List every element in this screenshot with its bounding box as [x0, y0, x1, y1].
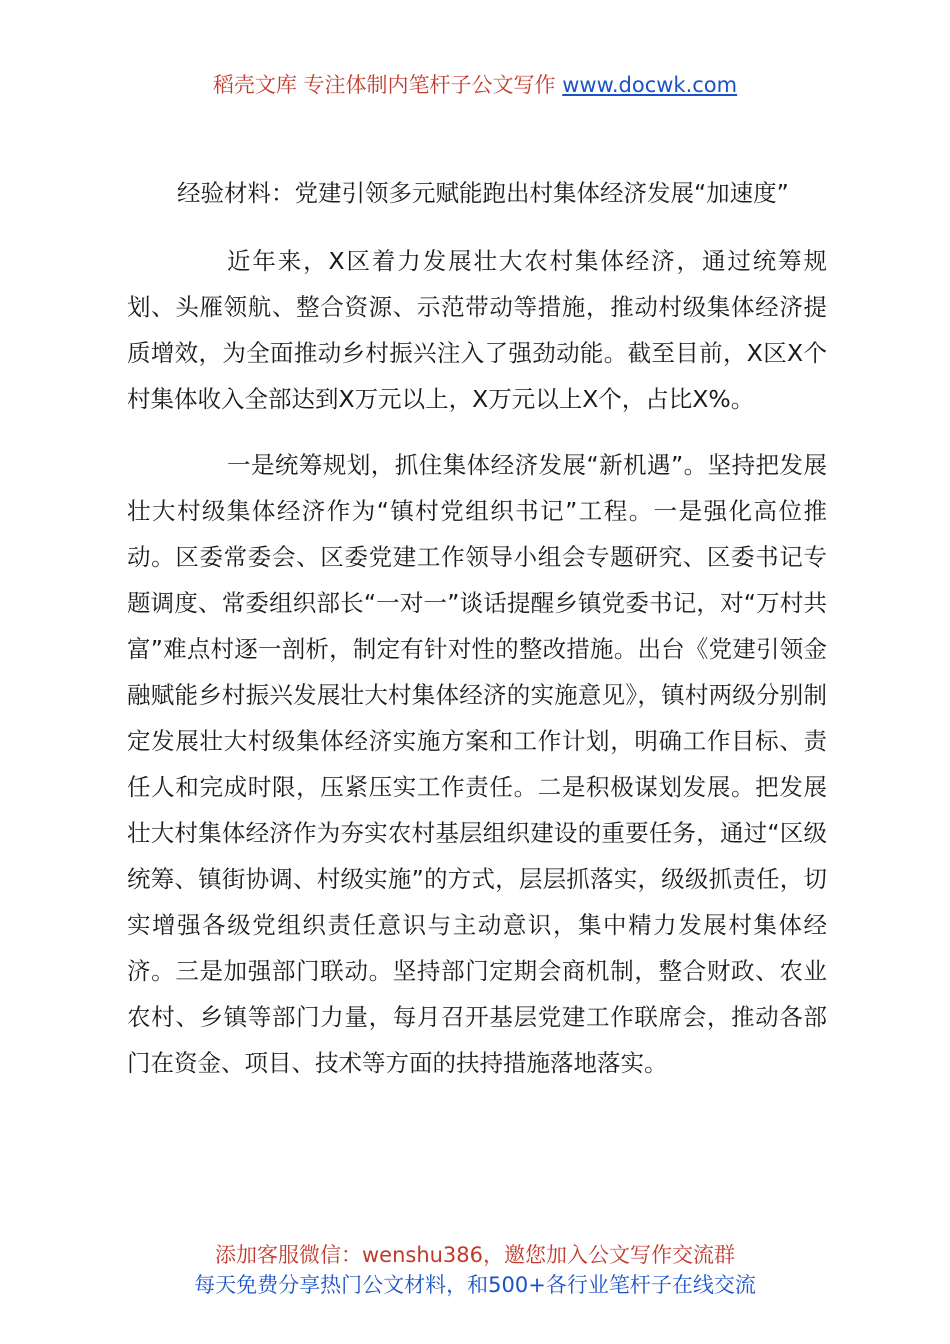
document-body: [127, 170, 827, 1086]
paragraph-planning: 一是统筹规划，抓住集体经济发展“新机遇”。坚持把发展壮大村级集体经济作为“镇村党组织书记”工程。一是强化高位推动。区委常委会、区委党建工作领导小组会专题研究、区委书记专题调度、常委组织部长“一对一”谈话提醒乡镇党委书记，对“万村共富”难点村逐一剖析，制定有针对性的整改措施。出台《党建引领金融赋能乡村振兴发展壮大村集体经济的实施意见》，镇村两级分别制定发展壮大村级集体经济实施方案和工作计划，明确工作目标、责任人和完成时限，压紧压实工作责任。二是积极谋划发展。把发展壮大村集体经济作为夯实农村基层组织建设的重要任务，通过“区级统筹、镇街协调、村级实施”的方式，层层抓落实，级级抓责任，切实增强各级党组织责任意识与主动意识，集中精力发展村集体经济。三是加强部门联动。坚持部门定期会商机制，整合财政、农业农村、乡镇等部门力量，每月召开基层党建工作联席会，推动各部门在资金、项目、技术等方面的扶持措施落地落实。: [127, 451, 827, 1077]
footer-wechat-line: 添加客服微信：wenshu386，邀您加入公文写作交流群: [214, 1243, 736, 1267]
footer-share-line: 每天免费分享热门公文材料，和500+各行业笔杆子在线交流: [194, 1273, 756, 1297]
page-header: [0, 70, 950, 100]
site-brand-text: 稻壳文库 专注体制内笔杆子公文写作: [212, 73, 556, 97]
document-title: 经验材料：党建引领多元赋能跑出村集体经济发展“加速度”: [177, 179, 789, 207]
page-footer: [0, 1240, 950, 1300]
paragraph-intro: 近年来，X区着力发展壮大农村集体经济，通过统筹规划、头雁领航、整合资源、示范带动等措施，推动村级集体经济提质增效，为全面推动乡村振兴注入了强劲动能。截至目前，X区X个村集体收入全部达到X万元以上，X万元以上X个，占比X%。: [127, 247, 827, 413]
site-url-link[interactable]: www.docwk.com: [562, 73, 738, 97]
